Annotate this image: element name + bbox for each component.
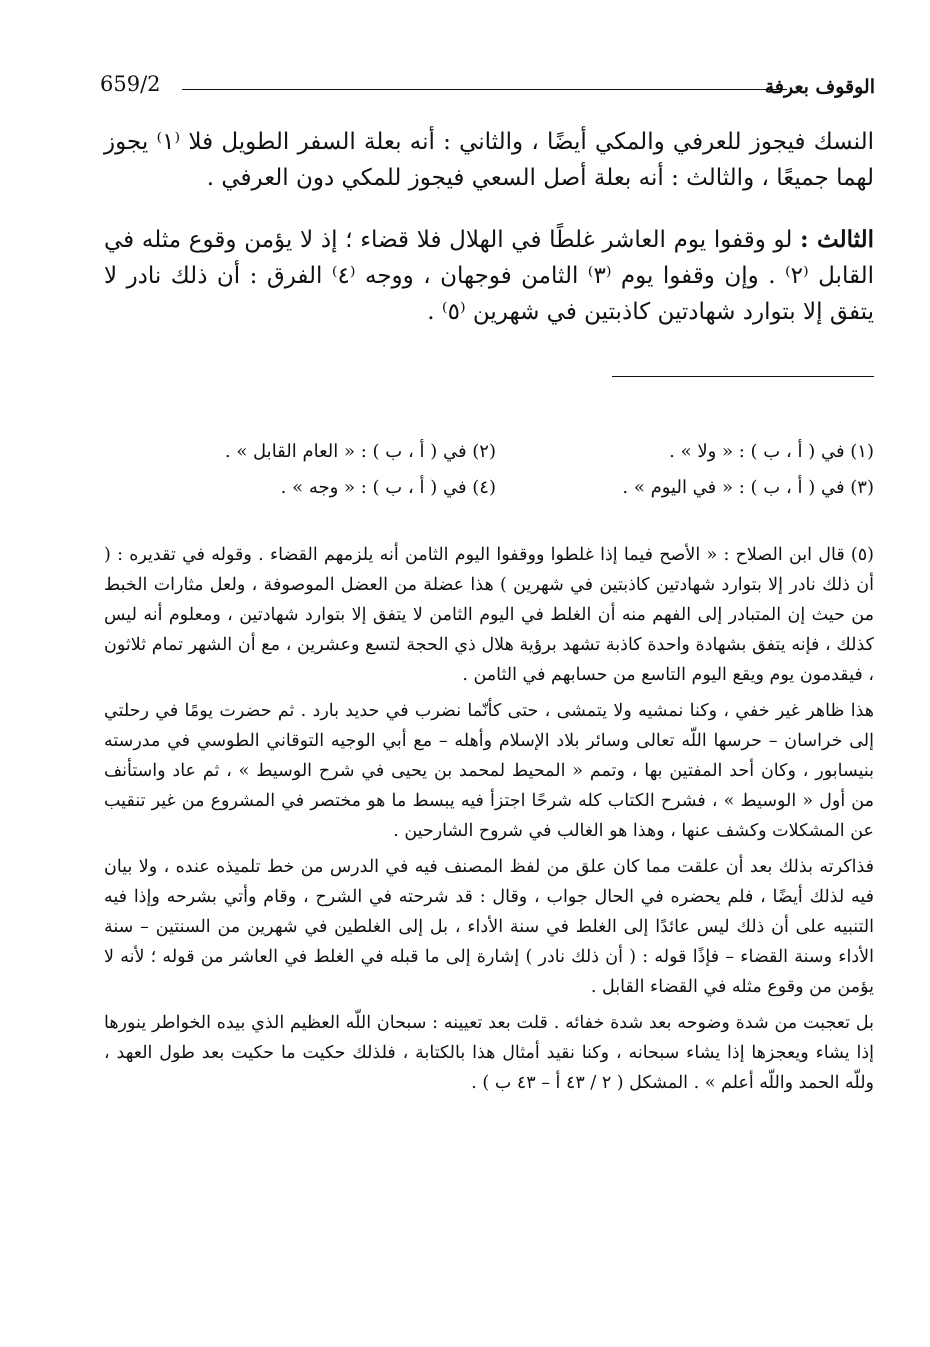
footnote-1: (١) في ( أ ، ب ) : « ولا » . bbox=[669, 440, 874, 462]
running-title: الوقوف بعرفة bbox=[764, 76, 875, 98]
header-rule bbox=[182, 89, 787, 90]
note-paragraph-3: فذاكرته بذلك بعد أن علقت مما كان علق من لفظ المصنف فيه في الدرس من خط تلميذه عنده ، ولا بيان فيه لذلك أيضًا ، فلم يحضره في الحال جواب ، وقال : قد شرحته في الشرح ، وقام وأتي بشرحه وإذا فيه التنبيه على أن ذلك ليس عائدًا إلى الغلط في سنة الأداء ، بل إلى الغلطين في شهرين من السنتين – سنة الأداء وسنة القضاء – فإذًا قوله : ( أن ذلك نادر ) إشارة إلى ما قبله في الغلط في العاشر من قوله ؛ لأنه لا يؤمن من وقوع مثله في القضاء القابل . bbox=[104, 857, 874, 997]
footnote-row bbox=[118, 469, 874, 505]
footnote-list bbox=[118, 433, 874, 505]
main-paragraph-2 bbox=[104, 222, 874, 330]
note-paragraph-1: (٥) قال ابن الصلاح : « الأصح فيما إذا غلطوا ووقفوا اليوم الثامن أنه يلزمهم القضاء . وقوله في تقديره : ( أن ذلك نادر إلا بتوارد شهادتين كاذبتين في شهرين ) هذا عضلة من العضل الموصوفة ، ولعل مثارات الخبط من حيث إن المتبادر إلى الفهم منه أن الغلط في اليوم الثامن لا يتفق إلا بتوارد شهادتين ، ومعلوم أنه ليس كذلك ، فإنه يتفق بشهادة واحدة كاذبة تشهد برؤية هلال ذي الحجة لتسع وعشرين ، مع أن الشهر تمام ثلاثون ، فيقدمون يوم ويقع اليوم التاسع من حسابهم في الثامن . bbox=[104, 545, 874, 685]
footnote-5-block bbox=[104, 540, 874, 1098]
running-header bbox=[100, 70, 875, 110]
section-lead: الثالث : bbox=[800, 226, 874, 253]
footnote-separator bbox=[612, 376, 874, 377]
note-paragraph-4: بل تعجبت من شدة وضوحه بعد شدة خفائه . قلت بعد تعيينه : سبحان اللّه العظيم الذي بيده الخواطر ينورها إذا يشاء ويعجزها إذا يشاء سبحانه ، وكنا نقيد أمثال هذا بالكتابة ، فلذلك حكيت ما حكيت بعد طول العهد ، وللّه الحمد واللّه أعلم » . المشكل ( ٢ / ٤٣ أ – ٤٣ ب ) . bbox=[104, 1013, 874, 1093]
footnote-4: (٤) في ( أ ، ب ) : « وجه » . bbox=[280, 476, 496, 498]
footnote-row bbox=[118, 433, 874, 469]
page-number: 659/2 bbox=[100, 72, 161, 96]
main-text bbox=[104, 124, 874, 330]
note-paragraph-2: هذا ظاهر غير خفي ، وكنا نمشيه ولا يتمشى ، حتى كأنّما نضرب في حديد بارد . ثم حضرت يومًا في رحلتي إلى خراسان – حرسها اللّه تعالى وسائر بلاد الإسلام وأهله – مع أبي الوجيه التوقاني الطوسي في مدرسته بنيسابور ، وكان أحد المفتين بها ، وتمم « المحيط لمحمد بن يحيى في شرح الوسيط » ، ثم عاد واستأنف من أول « الوسيط » ، فشرح الكتاب كله شرحًا اجتزأ فيه يبسط ما هو مختصر في المشروع من غير تنقيب عن المشكلات وكشف عنها ، وهذا هو الغالب في شروح الشارحين . bbox=[104, 701, 874, 841]
section-body: لو وقفوا يوم العاشر غلطًا في الهلال فلا قضاء ؛ إذ لا يؤمن وقوع مثله في القابل ⁽٢⁾ . وإن وقفوا يوم ⁽٣⁾ الثامن فوجهان ، ووجه ⁽٤⁾ الفرق : أن ذلك نادر لا يتفق إلا بتوارد شهادتين كاذبتين في شهرين ⁽٥⁾ . bbox=[104, 227, 874, 325]
main-paragraph-1: النسك فيجوز للعرفي والمكي أيضًا ، والثاني : أنه بعلة السفر الطويل فلا ⁽١⁾ يجوز لهما جميعًا ، والثالث : أنه بعلة أصل السعي فيجوز للمكي دون العرفي . bbox=[104, 129, 874, 191]
footnote-2: (٢) في ( أ ، ب ) : « العام القابل » . bbox=[224, 440, 496, 462]
footnote-3: (٣) في ( أ ، ب ) : « في اليوم » . bbox=[622, 476, 874, 498]
